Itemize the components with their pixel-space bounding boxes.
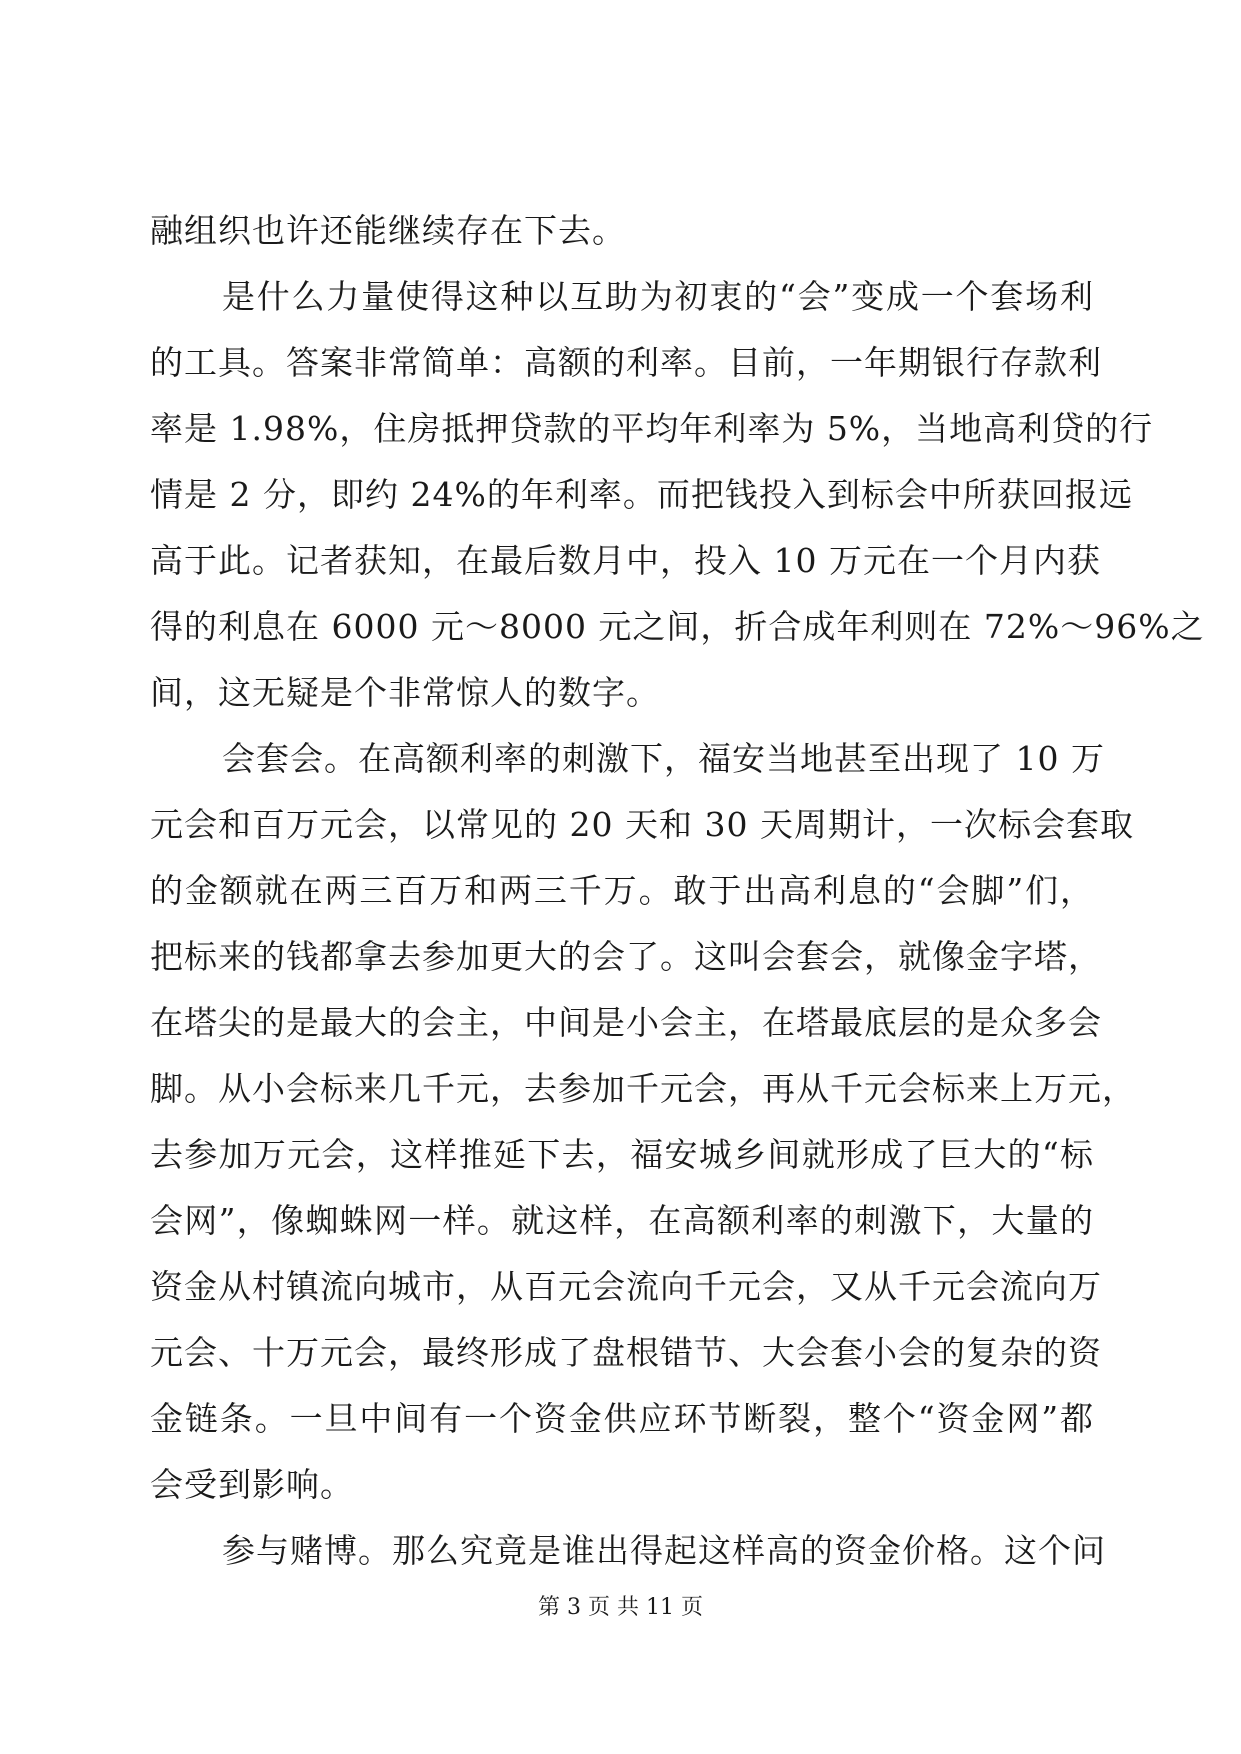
paragraph-line: 率是 1.98%，住房抵押贷款的平均年利率为 5%，当地高利贷的行: [150, 409, 1154, 448]
paragraph-line: 金链条。一旦中间有一个资金供应环节断裂，整个“资金网”都: [150, 1399, 1094, 1438]
paragraph-line: 得的利息在 6000 元～8000 元之间，折合成年利则在 72%～96%之: [150, 607, 1205, 646]
paragraph-line: 资金从村镇流向城市，从百元会流向千元会，又从千元会流向万: [150, 1267, 1102, 1306]
paragraph-line: 融组织也许还能继续存在下去。: [150, 211, 626, 250]
paragraph-line: 间，这无疑是个非常惊人的数字。: [150, 673, 660, 712]
paragraph-line: 会受到影响。: [150, 1465, 354, 1504]
paragraph-line: 会套会。在高额利率的刺激下，福安当地甚至出现了 10 万: [222, 739, 1105, 778]
paragraph-line: 元会和百万元会，以常见的 20 天和 30 天周期计，一次标会套取: [150, 805, 1134, 844]
paragraph-line: 脚。从小会标来几千元，去参加千元会，再从千元会标来上万元，: [150, 1069, 1136, 1108]
paragraph-line: 把标来的钱都拿去参加更大的会了。这叫会套会，就像金字塔，: [150, 937, 1102, 976]
paragraph-line: 元会、十万元会，最终形成了盘根错节、大会套小会的复杂的资: [150, 1333, 1102, 1372]
paragraph-line: 参与赌博。那么究竟是谁出得起这样高的资金价格。这个问: [222, 1531, 1106, 1570]
paragraph-line: 的金额就在两三百万和两三千万。敢于出高利息的“会脚”们，: [150, 871, 1094, 910]
paragraph-line: 情是 2 分，即约 24%的年利率。而把钱投入到标会中所获回报远: [150, 475, 1133, 514]
paragraph-line: 会网”，像蜘蛛网一样。就这样，在高额利率的刺激下，大量的: [150, 1201, 1094, 1240]
page-footer: 第 3 页 共 11 页: [538, 1595, 703, 1620]
paragraph-line: 在塔尖的是最大的会主，中间是小会主，在塔最底层的是众多会: [150, 1003, 1102, 1042]
paragraph-line: 去参加万元会，这样推延下去，福安城乡间就形成了巨大的“标: [150, 1135, 1094, 1174]
document-body: [150, 198, 1205, 1584]
paragraph-line: 的工具。答案非常简单：高额的利率。目前，一年期银行存款利: [150, 343, 1102, 382]
paragraph-line: 是什么力量使得这种以互助为初衷的“会”变成一个套场利: [222, 277, 1094, 316]
paragraph-line: 高于此。记者获知，在最后数月中，投入 10 万元在一个月内获: [150, 541, 1101, 580]
